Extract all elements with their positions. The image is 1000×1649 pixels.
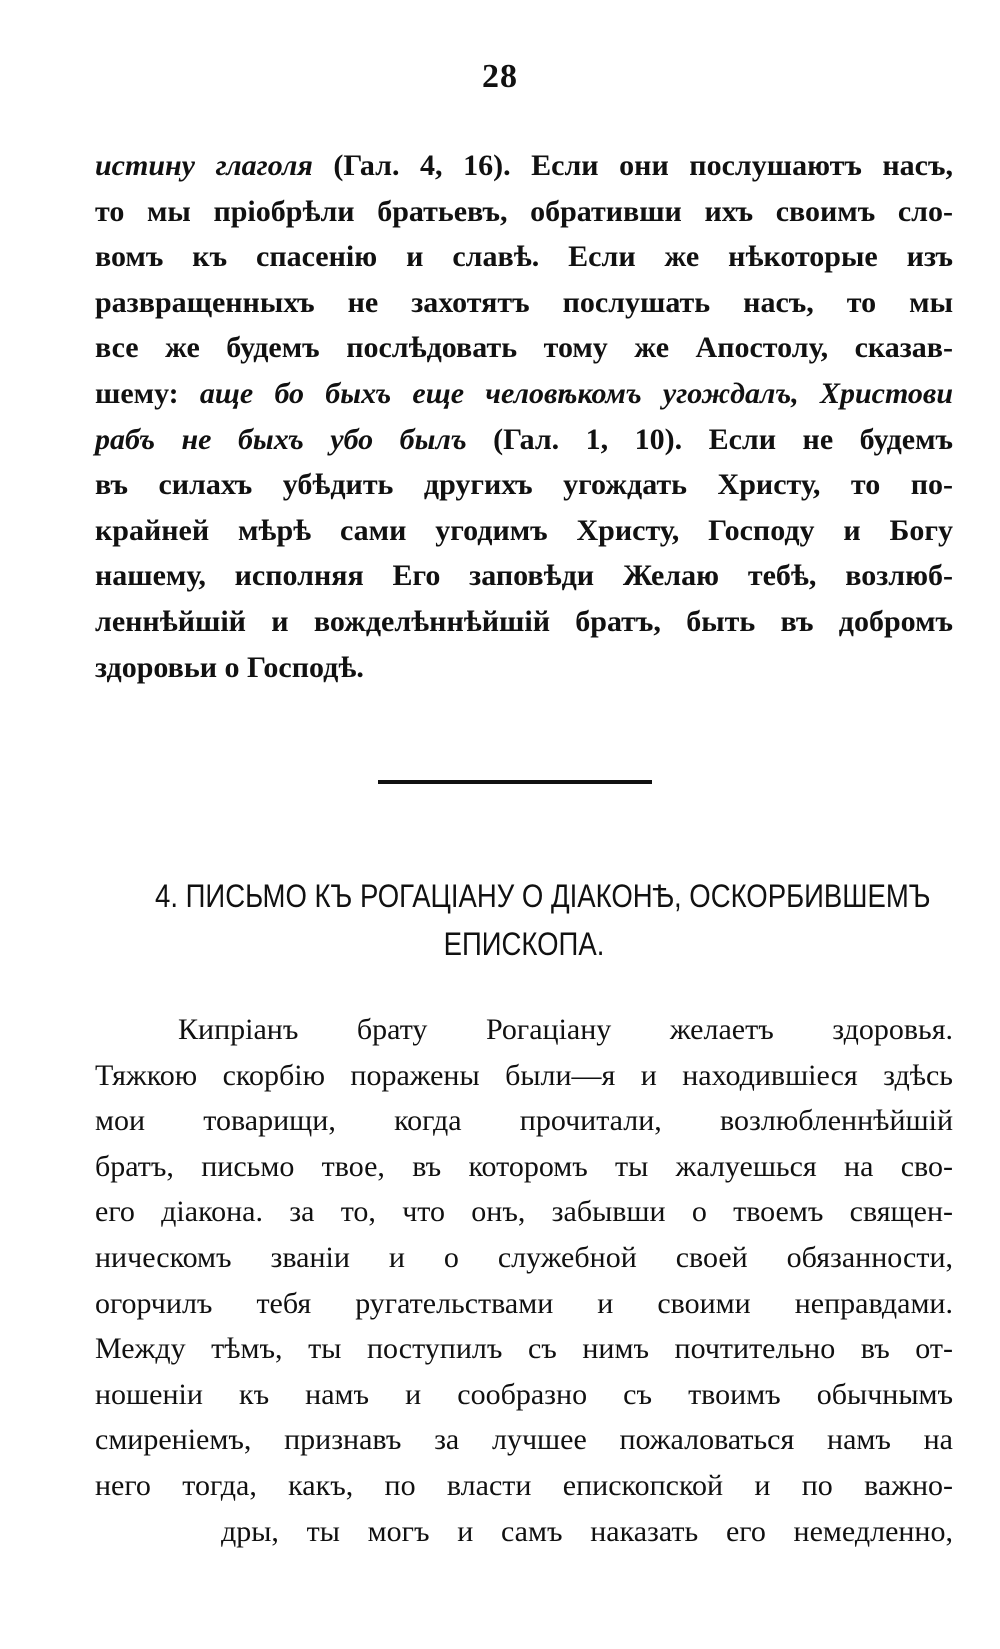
letter-heading <box>155 872 931 968</box>
text-line: Между тѣмъ, ты поступилъ съ нимъ почтительно въ от- <box>95 1332 953 1366</box>
italic-quote: рабъ не быхъ убо былъ <box>95 422 467 456</box>
text-run: вомъ къ спасенію и славѣ. Если же нѣкоторые изъ <box>95 240 953 274</box>
text-line: него тогда, какъ, по власти епископской и по важно- <box>95 1468 953 1502</box>
text-run: развращенныхъ не захотятъ послушать насъ, то мы <box>95 285 953 319</box>
text-line: огорчилъ тебя ругательствами и своими неправдами. <box>95 1286 953 1320</box>
text-run: все же будемъ послѣдовать тому же Апостолу, сказав- <box>95 331 953 365</box>
text-run: то мы пріобрѣли братьевъ, обративши ихъ своимъ сло- <box>95 194 953 228</box>
text-line <box>95 462 953 508</box>
text-run: нашему, исполняя Его заповѣди Желаю тебѣ, возлюб- <box>95 559 953 593</box>
text-run: шему: <box>95 376 200 410</box>
text-line <box>95 645 953 691</box>
text-line <box>95 599 953 645</box>
text-line: ношеніи къ намъ и сообразно съ твоимъ обычнымъ <box>95 1377 953 1411</box>
text-line <box>95 189 953 235</box>
italic-quote: истину глаголя <box>95 149 313 182</box>
text-line <box>95 234 953 280</box>
letter-body-paragraph <box>95 1007 953 1554</box>
text-line <box>95 371 953 417</box>
text-line: ническомъ званіи и о служебной своей обязанности, <box>95 1240 953 1274</box>
text-line: дры, ты могъ и самъ наказать его немедленно, <box>221 1514 953 1548</box>
text-run: (Гал. 1, 10). Если не будемъ <box>466 422 953 456</box>
text-run: здоровьи о Господѣ. <box>95 650 364 684</box>
text-line: его діакона. за то, что онъ, забывши о твоемъ священ- <box>95 1195 953 1229</box>
text-run: крайней мѣрѣ сами угодимъ Христу, Господу и Богу <box>95 513 953 547</box>
italic-quote: аще бо быхъ еще человѣкомъ угождалъ, Христови <box>199 376 953 410</box>
heading-line-1: 4. ПИСЬМО КЪ РОГАЦІАНУ О ДІАКОНѢ, ОСКОРБИВШЕМЪ <box>155 878 931 914</box>
text-line <box>95 325 953 371</box>
page-number: 28 <box>482 58 518 95</box>
text-run: леннѣйшій и вожделѣннѣйшій братъ, быть въ добромъ <box>95 604 953 638</box>
text-line: смиреніемъ, признавъ за лучшее пожаловаться намъ на <box>95 1423 953 1457</box>
section-divider <box>378 780 652 784</box>
text-line <box>95 280 953 326</box>
text-line <box>95 417 953 463</box>
text-line: мои товарищи, когда прочитали, возлюбленнѣйшій <box>95 1104 953 1138</box>
text-line <box>95 508 953 554</box>
text-run: (Гал. 4, 16). Если они послушаютъ насъ, <box>312 149 953 182</box>
letter-ending-paragraph <box>95 143 953 690</box>
text-line: Кипріанъ брату Рогаціану желаетъ здоровья. <box>178 1013 953 1046</box>
text-line <box>95 143 953 189</box>
text-line: Тяжкою скорбію поражены были—я и находившіеся здѣсь <box>95 1058 953 1092</box>
text-line: братъ, письмо твое, въ которомъ ты жалуешься на сво- <box>95 1149 953 1183</box>
text-run: въ силахъ убѣдить другихъ угождать Христу, то по- <box>95 468 953 502</box>
heading-line-2: ЕПИСКОПА. <box>443 926 605 962</box>
text-line <box>95 553 953 599</box>
